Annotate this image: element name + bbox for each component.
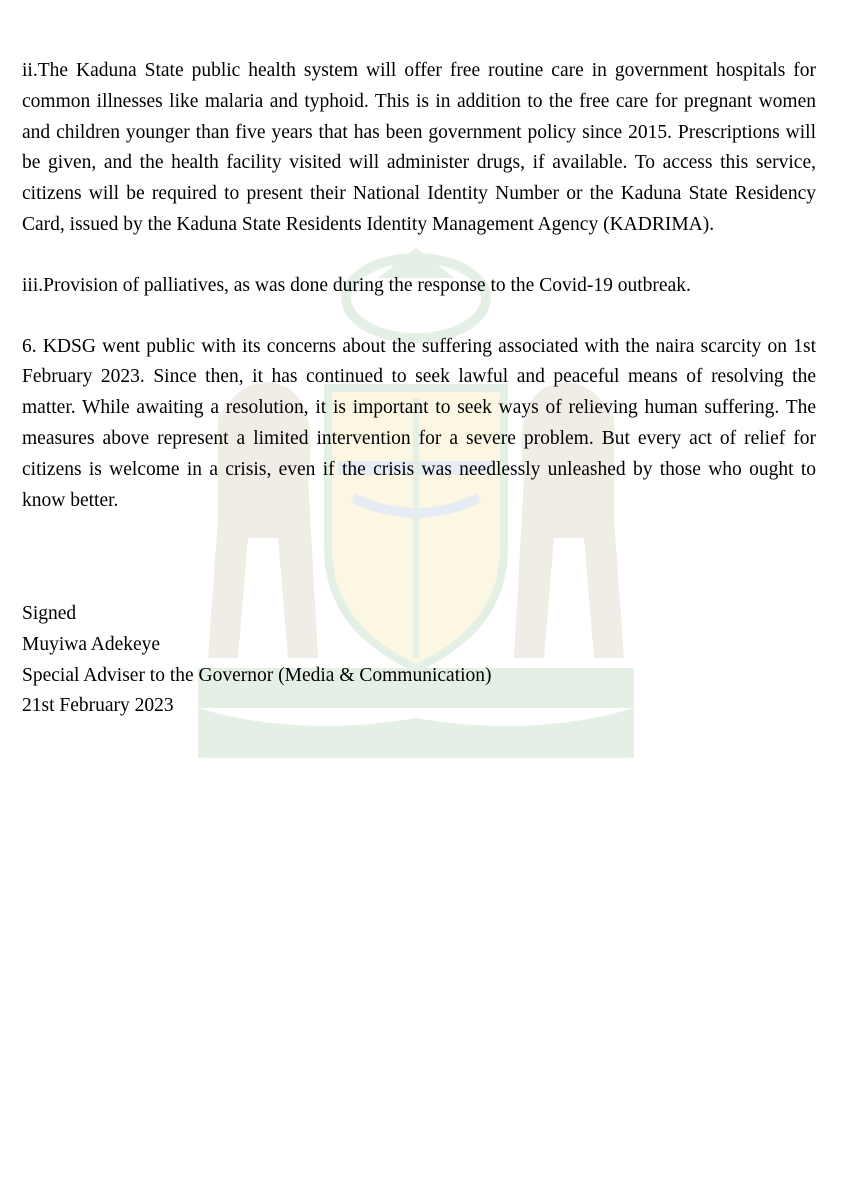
- signed-label: Signed: [22, 603, 77, 624]
- paragraph-6: 6. KDSG went public with its concerns about the suffering associated with the naira scarcity on 1st February 2023. Since then, it has continued to seek lawful and peaceful means of resolving the matter. While awaiting a resolution, it is important to seek ways of relieving human suffering. The measures above represent a limited intervention for a severe problem. But every act of relief for citizens is welcome in a crisis, even if the crisis was needlessly unleashed by those who ought to know better.: [22, 335, 816, 511]
- signatory-name: Muyiwa Adekeye: [22, 633, 161, 655]
- paragraph-ii: ii.The Kaduna State public health system will offer free routine care in government hospitals for common illnesses like malaria and typhoid. This is in addition to the free care for pregnant women and children younger than five years that has been government policy since 2015. Prescriptions will be given, and the health facility visited will administer drugs, if available. To access this service, citizens will be required to present their National Identity Number or the Kaduna State Residency Card, issued by the Kaduna State Residents Identity Management Agency (KADRIMA).: [22, 60, 816, 235]
- signature-block: [22, 599, 492, 722]
- signature-date: 21st February 2023: [22, 695, 174, 717]
- signatory-title: Special Adviser to the Governor (Media & Communication): [22, 664, 492, 686]
- paragraph-iii: iii.Provision of palliatives, as was done during the response to the Covid-19 outbreak.: [22, 274, 691, 296]
- document-body: [22, 56, 816, 516]
